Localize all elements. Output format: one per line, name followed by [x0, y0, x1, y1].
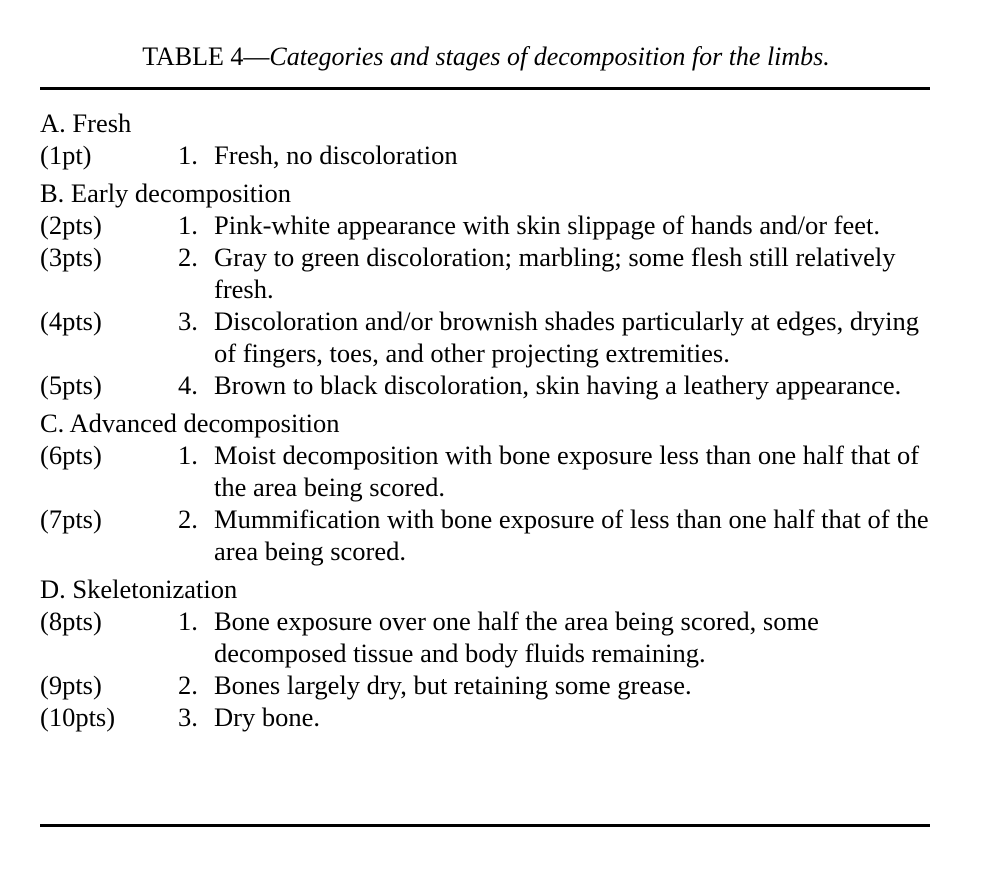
- stage-points: (5pts): [40, 370, 102, 400]
- top-rule: [40, 87, 930, 90]
- stage-number: 1.: [178, 606, 198, 636]
- stage-description: Discoloration and/or brownish shades particularly at edges, drying of fingers, toes, and other projecting extremities.: [214, 306, 920, 368]
- stage-number: 2.: [178, 242, 198, 272]
- stage-description: Mummification with bone exposure of less than one half that of the area being scored.: [214, 504, 929, 566]
- stage-number: 2.: [178, 670, 198, 700]
- category-fresh: [40, 107, 940, 171]
- stage-number: 4.: [178, 370, 198, 400]
- stage-points: (9pts): [40, 670, 102, 700]
- stage-description: Fresh, no discoloration: [214, 140, 458, 170]
- stage-description: Pink-white appearance with skin slippage of hands and/or feet.: [214, 210, 880, 240]
- stage-row: [40, 305, 940, 369]
- stage-row: [40, 369, 940, 401]
- stage-number: 2.: [178, 504, 198, 534]
- category-title: D. Skeletonization: [40, 574, 238, 604]
- bottom-rule: [40, 824, 930, 827]
- stage-number: 1.: [178, 440, 198, 470]
- category-skeletonization: [40, 573, 940, 733]
- stage-description: Gray to green discoloration; marbling; some flesh still relatively fresh.: [214, 242, 896, 304]
- stage-points: (2pts): [40, 210, 102, 240]
- category-title: C. Advanced decomposition: [40, 408, 340, 438]
- stage-points: (1pt): [40, 140, 92, 170]
- table-label: TABLE 4—: [142, 42, 270, 71]
- stage-row: [40, 241, 940, 305]
- stage-row: [40, 209, 940, 241]
- stage-points: (7pts): [40, 504, 102, 534]
- category-title: A. Fresh: [40, 108, 132, 138]
- category-advanced-decomposition: [40, 407, 940, 567]
- stage-description: Bones largely dry, but retaining some grease.: [214, 670, 692, 700]
- stage-row: [40, 503, 940, 567]
- decomposition-table: [40, 107, 940, 733]
- stage-points: (10pts): [40, 702, 116, 732]
- stage-number: 3.: [178, 306, 198, 336]
- stage-row: [40, 439, 940, 503]
- stage-description: Brown to black discoloration, skin having a leathery appearance.: [214, 370, 902, 400]
- stage-number: 3.: [178, 702, 198, 732]
- stage-description: Moist decomposition with bone exposure less than one half that of the area being scored.: [214, 440, 920, 502]
- stage-points: (3pts): [40, 242, 102, 272]
- stage-row: [40, 701, 940, 733]
- stage-number: 1.: [178, 210, 198, 240]
- stage-description: Bone exposure over one half the area being scored, some decomposed tissue and body fluids remaining.: [214, 606, 819, 668]
- stage-points: (8pts): [40, 606, 102, 636]
- table-caption: [0, 42, 972, 72]
- stage-row: [40, 139, 940, 171]
- stage-row: [40, 669, 940, 701]
- category-early-decomposition: [40, 177, 940, 401]
- stage-number: 1.: [178, 140, 198, 170]
- stage-points: (4pts): [40, 306, 102, 336]
- stage-points: (6pts): [40, 440, 102, 470]
- category-title: B. Early decomposition: [40, 178, 291, 208]
- stage-row: [40, 605, 940, 669]
- stage-description: Dry bone.: [214, 702, 320, 732]
- table-title: Categories and stages of decomposition for the limbs.: [269, 42, 830, 71]
